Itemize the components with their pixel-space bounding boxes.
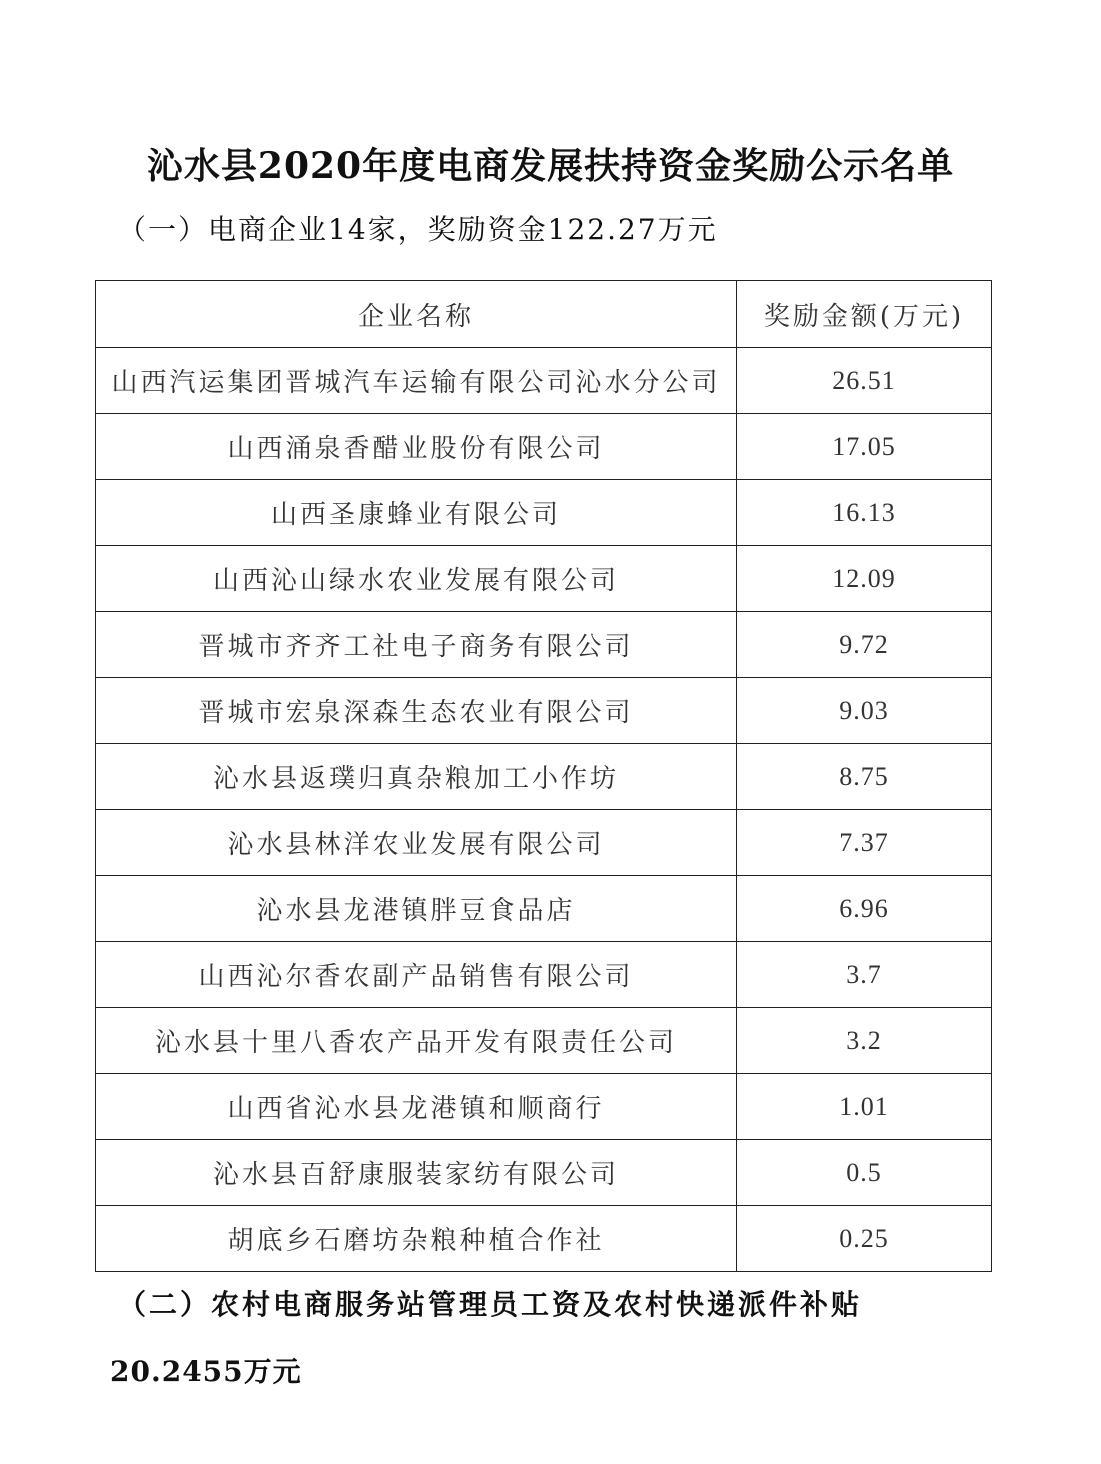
table-row	[96, 1074, 992, 1140]
table-row	[96, 942, 992, 1008]
company-name: 山西圣康蜂业有限公司	[96, 480, 737, 546]
award-amount: 3.2	[737, 1008, 992, 1074]
table-row	[96, 678, 992, 744]
award-amount: 7.37	[737, 810, 992, 876]
award-amount: 6.96	[737, 876, 992, 942]
award-amount: 0.5	[737, 1140, 992, 1206]
header-award-amount: 奖励金额(万元)	[737, 281, 992, 348]
company-name: 沁水县十里八香农产品开发有限责任公司	[96, 1008, 737, 1074]
award-amount: 26.51	[737, 348, 992, 414]
award-amount: 9.72	[737, 612, 992, 678]
award-amount: 8.75	[737, 744, 992, 810]
table-row	[96, 480, 992, 546]
award-amount: 16.13	[737, 480, 992, 546]
page-title: 沁水县2020年度电商发展扶持资金奖励公示名单	[146, 145, 955, 187]
company-name: 沁水县林洋农业发展有限公司	[96, 810, 737, 876]
company-name: 山西沁山绿水农业发展有限公司	[96, 546, 737, 612]
award-amount: 9.03	[737, 678, 992, 744]
table-row	[96, 744, 992, 810]
table-row	[96, 546, 992, 612]
table-row	[96, 348, 992, 414]
company-name: 沁水县龙港镇胖豆食品店	[96, 876, 737, 942]
company-name: 沁水县返璞归真杂粮加工小作坊	[96, 744, 737, 810]
company-name: 山西汽运集团晋城汽车运输有限公司沁水分公司	[96, 348, 737, 414]
table-row	[96, 876, 992, 942]
table-row	[96, 1008, 992, 1074]
award-amount: 12.09	[737, 546, 992, 612]
award-amount: 1.01	[737, 1074, 992, 1140]
section-2-amount: 20.2455万元	[110, 1355, 302, 1388]
company-name: 沁水县百舒康服装家纺有限公司	[96, 1140, 737, 1206]
company-name: 山西省沁水县龙港镇和顺商行	[96, 1074, 737, 1140]
table-header-row	[96, 281, 992, 348]
header-company-name: 企业名称	[96, 281, 737, 348]
table-row	[96, 414, 992, 480]
table-row	[96, 1140, 992, 1206]
section-1-heading: （一）电商企业14家，奖励资金122.27万元	[118, 213, 718, 246]
table-row	[96, 1206, 992, 1272]
award-amount: 3.7	[737, 942, 992, 1008]
table-row	[96, 612, 992, 678]
award-table	[95, 280, 992, 1272]
table-row	[96, 810, 992, 876]
award-amount: 17.05	[737, 414, 992, 480]
company-name: 山西涌泉香醋业股份有限公司	[96, 414, 737, 480]
company-name: 胡底乡石磨坊杂粮种植合作社	[96, 1206, 737, 1272]
company-name: 晋城市宏泉深森生态农业有限公司	[96, 678, 737, 744]
company-name: 山西沁尔香农副产品销售有限公司	[96, 942, 737, 1008]
award-amount: 0.25	[737, 1206, 992, 1272]
section-2-heading: （二）农村电商服务站管理员工资及农村快递派件补贴	[118, 1288, 863, 1321]
company-name: 晋城市齐齐工社电子商务有限公司	[96, 612, 737, 678]
